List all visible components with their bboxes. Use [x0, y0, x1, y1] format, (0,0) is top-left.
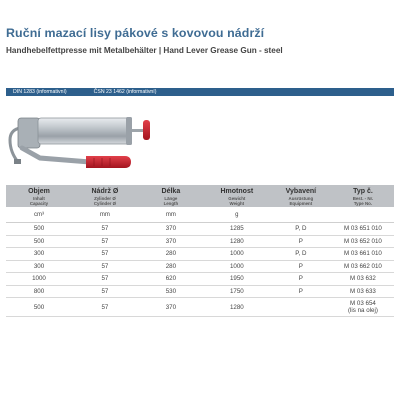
unit-cell: cm³: [6, 207, 72, 223]
cell-weight: 1950: [204, 273, 270, 286]
col-header-cylinder: Nádrž Ø Zylinder Ø Cylinder Ø: [91, 188, 119, 206]
cell-type: M 03 662 010: [332, 260, 394, 273]
cell-capacity: 300: [6, 248, 72, 261]
cell-weight: 1000: [204, 260, 270, 273]
unit-cell: g: [204, 207, 270, 223]
table-row: [6, 248, 394, 261]
lever-arm: [22, 148, 90, 162]
type-note: (lis na olej): [347, 307, 378, 314]
page-subtitle: Handhebelfettpresse mit Metalbehälter | Hand Lever Grease Gun - steel: [6, 46, 283, 55]
cell-capacity: 800: [6, 285, 72, 298]
cell-equipment: P, D: [270, 223, 332, 236]
unit-cell: [270, 207, 332, 223]
table-row: [6, 260, 394, 273]
cell-capacity: 500: [6, 235, 72, 248]
lever-grip: [86, 156, 131, 168]
cell-length: 370: [138, 223, 204, 236]
unit-cell: [332, 207, 394, 223]
plunger-handle: [143, 120, 150, 140]
standard-din: DIN 1283 (informativní): [13, 89, 67, 95]
cell-cylinder: 57: [72, 273, 138, 286]
cell-weight: 1750: [204, 285, 270, 298]
cell-cylinder: 57: [72, 235, 138, 248]
plunger-rod: [132, 129, 144, 132]
table-row: [6, 298, 394, 317]
cell-cylinder: 57: [72, 298, 138, 317]
col-header-length: Délka Länge Length: [161, 188, 181, 206]
cell-length: 530: [138, 285, 204, 298]
nozzle-tip: [14, 159, 21, 164]
cell-equipment: P, D: [270, 248, 332, 261]
specs-table: [6, 185, 394, 317]
type-number: M 03 654: [350, 300, 376, 307]
cell-capacity: 500: [6, 298, 72, 317]
cell-cylinder: 57: [72, 223, 138, 236]
cell-length: 370: [138, 298, 204, 317]
cell-weight: 1000: [204, 248, 270, 261]
table-header-row: [6, 185, 394, 207]
grease-gun-image: [0, 100, 400, 184]
cell-equipment: P: [270, 260, 332, 273]
col-header-capacity: Objem Inhalt Capacity: [28, 188, 50, 206]
cell-cylinder: 57: [72, 260, 138, 273]
table-row: [6, 273, 394, 286]
cell-length: 620: [138, 273, 204, 286]
cell-equipment: P: [270, 273, 332, 286]
unit-cell: mm: [72, 207, 138, 223]
cell-weight: 1280: [204, 298, 270, 317]
cell-capacity: 1000: [6, 273, 72, 286]
cell-cylinder: 57: [72, 248, 138, 261]
unit-cell: mm: [138, 207, 204, 223]
cell-type: M 03 651 010: [332, 223, 394, 236]
cell-capacity: 500: [6, 223, 72, 236]
col-header-equipment: Vybavení Ausrüstung Equipment: [285, 188, 317, 206]
cell-weight: 1280: [204, 235, 270, 248]
units-row: [6, 207, 394, 223]
standard-csn: ČSN 23 1462 (informativní): [93, 89, 157, 95]
cell-type: M 03 652 010: [332, 235, 394, 248]
table-row: [6, 285, 394, 298]
cell-weight: 1285: [204, 223, 270, 236]
cell-equipment: [270, 298, 332, 317]
cell-length: 280: [138, 260, 204, 273]
cell-equipment: P: [270, 285, 332, 298]
cell-cylinder: 57: [72, 285, 138, 298]
cell-type: M 03 633: [332, 285, 394, 298]
cell-type: M 03 661 010: [332, 248, 394, 261]
cell-type: M 03 632: [332, 273, 394, 286]
col-header-type: Typ č. Best. - Nr. Type No.: [352, 188, 374, 206]
standards-bar: [6, 88, 394, 96]
cell-length: 280: [138, 248, 204, 261]
table-row: [6, 223, 394, 236]
page-title: Ruční mazací lisy pákové s kovovou nádrží: [6, 26, 265, 40]
cell-capacity: 300: [6, 260, 72, 273]
gun-barrel: [38, 118, 130, 144]
cell-type: [332, 298, 394, 317]
gun-head: [18, 118, 40, 148]
col-header-weight: Hmotnost Gewicht Weight: [220, 188, 254, 206]
cell-equipment: P: [270, 235, 332, 248]
cell-length: 370: [138, 235, 204, 248]
table-row: [6, 235, 394, 248]
